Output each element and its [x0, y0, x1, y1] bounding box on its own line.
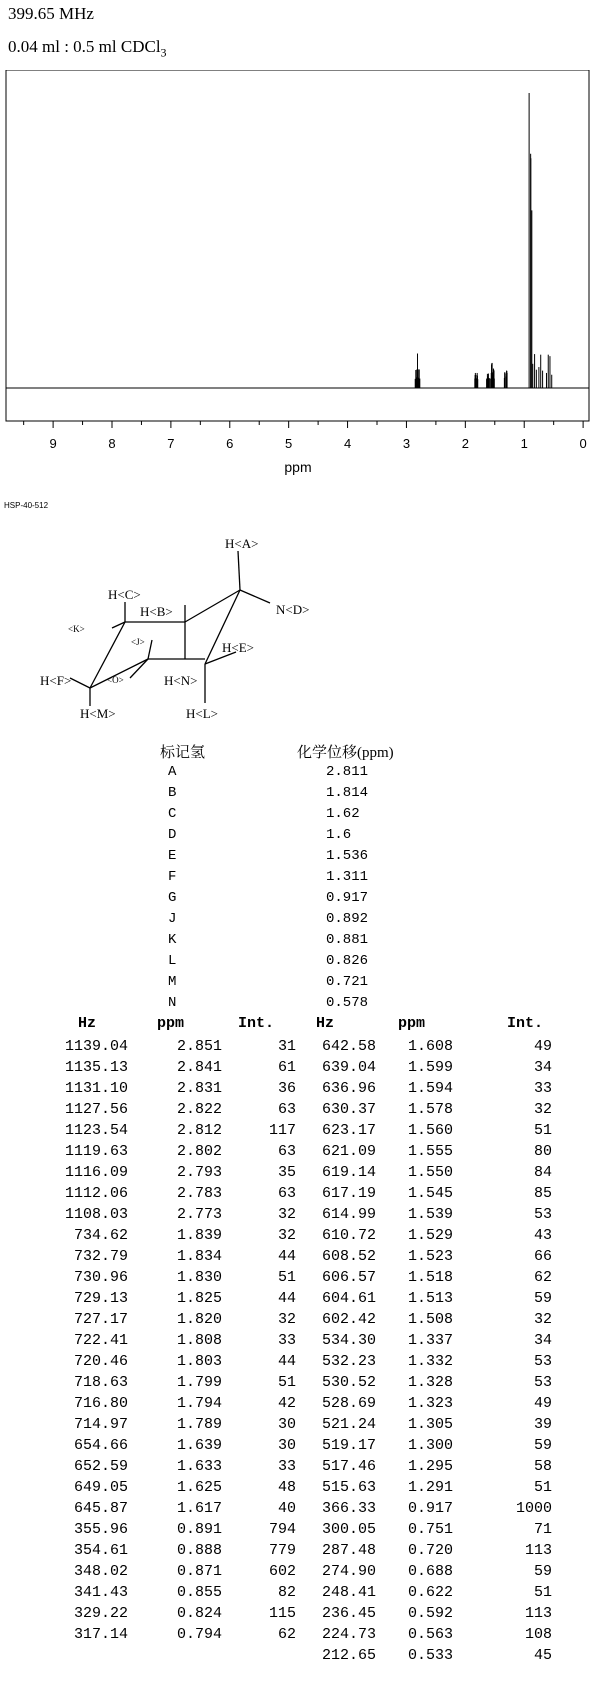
peak-hz-cell: 300.05 — [321, 1521, 376, 1538]
peak-int-cell: 62 — [277, 1626, 296, 1643]
peak-int-cell: 59 — [533, 1563, 552, 1580]
peak-hz-cell: 729.13 — [73, 1290, 128, 1307]
table-row — [0, 1479, 595, 1500]
peak-int-cell: 82 — [277, 1584, 296, 1601]
peak-ppm-cell: 2.841 — [176, 1059, 222, 1076]
peak-int-cell: 62 — [533, 1269, 552, 1286]
assign-header-shift: 化学位移(ppm) — [297, 745, 394, 761]
peak-ppm-cell: 1.332 — [407, 1353, 453, 1370]
assign-row — [0, 932, 595, 953]
peak-header-hz-1: Hz — [78, 1015, 97, 1032]
peak-ppm-cell: 1.560 — [407, 1122, 453, 1139]
assign-label: K — [168, 932, 177, 948]
table-row — [0, 1353, 595, 1374]
peak-int-cell: 33 — [277, 1332, 296, 1349]
peak-int-cell: 66 — [533, 1248, 552, 1265]
peak-hz-cell: 348.02 — [73, 1563, 128, 1580]
table-row — [0, 1185, 595, 1206]
peak-ppm-cell: 0.688 — [407, 1563, 453, 1580]
peak-hz-cell: 1112.06 — [64, 1185, 128, 1202]
peak-hz-cell: 619.14 — [321, 1164, 376, 1181]
peak-int-cell: 71 — [533, 1521, 552, 1538]
table-row — [0, 1437, 595, 1458]
atom-label-nd: N<D> — [276, 602, 310, 617]
peak-hz-cell: 617.19 — [321, 1185, 376, 1202]
peak-ppm-cell: 0.751 — [407, 1521, 453, 1538]
peak-hz-cell: 610.72 — [321, 1227, 376, 1244]
peak-int-cell: 51 — [277, 1374, 296, 1391]
peak-ppm-cell: 1.529 — [407, 1227, 453, 1244]
peak-header-ppm-1: ppm — [157, 1015, 185, 1032]
assign-row — [0, 848, 595, 869]
peak-int-cell: 113 — [524, 1542, 552, 1559]
table-row — [0, 1332, 595, 1353]
peak-int-cell: 51 — [533, 1479, 552, 1496]
assign-label: J — [168, 911, 177, 927]
atom-label-hl: H<L> — [186, 706, 218, 721]
peak-hz-cell: 1131.10 — [64, 1080, 128, 1097]
peak-hz-cell: 224.73 — [321, 1626, 376, 1643]
atom-label-hc: H<C> — [108, 587, 141, 602]
peak-hz-cell: 248.41 — [321, 1584, 376, 1601]
x-axis-label: ppm — [284, 459, 312, 475]
peak-int-cell: 31 — [277, 1038, 296, 1055]
peak-header-ppm-2: ppm — [398, 1015, 426, 1032]
x-tick-label: 5 — [285, 436, 293, 451]
peak-ppm-cell: 1.803 — [176, 1353, 222, 1370]
peak-int-cell: 58 — [533, 1458, 552, 1475]
assign-shift: 1.536 — [326, 848, 369, 864]
sample-id: HSP-40-512 — [4, 501, 49, 510]
table-row — [0, 1290, 595, 1311]
peak-ppm-cell: 1.808 — [176, 1332, 222, 1349]
assign-label: D — [168, 827, 177, 843]
peak-ppm-cell: 1.305 — [407, 1416, 453, 1433]
table-row — [0, 1626, 595, 1647]
peak-int-cell: 113 — [524, 1605, 552, 1622]
x-tick-label: 6 — [226, 436, 234, 451]
peak-header-int-1: Int. — [238, 1015, 275, 1032]
peak-ppm-cell: 2.812 — [176, 1122, 222, 1139]
peak-hz-cell: 1139.04 — [64, 1038, 128, 1055]
table-row — [0, 1080, 595, 1101]
peak-int-cell: 49 — [533, 1395, 552, 1412]
peak-int-cell: 44 — [277, 1248, 296, 1265]
assign-row — [0, 995, 595, 1016]
peak-hz-cell: 602.42 — [321, 1311, 376, 1328]
table-row — [0, 1584, 595, 1605]
peak-ppm-cell: 1.555 — [407, 1143, 453, 1160]
table-row — [0, 1500, 595, 1521]
peak-hz-cell: 623.17 — [321, 1122, 376, 1139]
x-tick-label: 4 — [343, 436, 352, 451]
peak-hz-cell: 649.05 — [73, 1479, 128, 1496]
peak-ppm-cell: 1.594 — [407, 1080, 453, 1097]
peak-hz-cell: 354.61 — [73, 1542, 128, 1559]
peak-ppm-cell: 2.831 — [176, 1080, 222, 1097]
peak-int-cell: 51 — [533, 1584, 552, 1601]
solvent-text: 0.04 ml : 0.5 ml CDCl — [8, 37, 161, 56]
assign-shift: 0.578 — [326, 995, 369, 1011]
assign-row — [0, 974, 595, 995]
spectrometer-frequency: 399.65 MHz — [8, 4, 94, 23]
peak-hz-cell: 532.23 — [321, 1353, 376, 1370]
table-row — [0, 1605, 595, 1626]
peak-int-cell: 63 — [277, 1101, 296, 1118]
peak-ppm-cell: 1.617 — [176, 1500, 222, 1517]
peak-int-cell: 32 — [277, 1206, 296, 1223]
peak-hz-cell: 519.17 — [321, 1437, 376, 1454]
peak-hz-cell: 732.79 — [73, 1248, 128, 1265]
table-row — [0, 1059, 595, 1080]
x-tick-label: 2 — [461, 436, 469, 451]
peak-hz-cell: 530.52 — [321, 1374, 376, 1391]
peak-ppm-cell: 1.295 — [407, 1458, 453, 1475]
peak-ppm-cell: 1.508 — [407, 1311, 453, 1328]
assign-row — [0, 890, 595, 911]
peak-ppm-cell: 1.834 — [176, 1248, 222, 1265]
peak-ppm-cell: 1.513 — [407, 1290, 453, 1307]
peak-int-cell: 44 — [277, 1290, 296, 1307]
assign-shift: 1.311 — [326, 869, 369, 885]
assign-row — [0, 953, 595, 974]
assign-row — [0, 806, 595, 827]
peak-hz-cell: 1108.03 — [64, 1206, 128, 1223]
atom-label-k: <K> — [68, 624, 85, 634]
peak-int-cell: 45 — [533, 1647, 552, 1664]
peak-ppm-cell: 1.794 — [176, 1395, 222, 1412]
peak-hz-cell: 727.17 — [73, 1311, 128, 1328]
atom-label-hm: H<M> — [80, 706, 116, 721]
peak-ppm-cell: 1.799 — [176, 1374, 222, 1391]
atom-label-j: <J> — [131, 637, 145, 647]
peak-int-cell: 32 — [533, 1101, 552, 1118]
peak-int-cell: 30 — [277, 1416, 296, 1433]
peak-hz-cell: 614.99 — [321, 1206, 376, 1223]
peak-int-cell: 63 — [277, 1143, 296, 1160]
peak-ppm-cell: 2.851 — [176, 1038, 222, 1055]
atom-label-o: <O> — [107, 675, 124, 685]
peak-ppm-cell: 1.328 — [407, 1374, 453, 1391]
peak-hz-cell: 639.04 — [321, 1059, 376, 1076]
peak-ppm-cell: 1.550 — [407, 1164, 453, 1181]
assign-label: F — [168, 869, 177, 885]
peak-hz-cell: 720.46 — [73, 1353, 128, 1370]
assign-label: E — [168, 848, 177, 864]
table-row — [0, 1206, 595, 1227]
peak-ppm-cell: 1.825 — [176, 1290, 222, 1307]
solvent-subscript: 3 — [160, 45, 167, 60]
peak-ppm-cell: 2.773 — [176, 1206, 222, 1223]
assign-shift: 2.811 — [326, 764, 369, 780]
peak-hz-cell: 606.57 — [321, 1269, 376, 1286]
peak-int-cell: 35 — [277, 1164, 296, 1181]
peak-ppm-cell: 1.300 — [407, 1437, 453, 1454]
peak-ppm-cell: 0.824 — [176, 1605, 222, 1622]
peak-hz-cell: 236.45 — [321, 1605, 376, 1622]
plot-frame — [6, 70, 589, 421]
peak-header-hz-2: Hz — [316, 1015, 335, 1032]
peak-ppm-cell: 0.871 — [176, 1563, 222, 1580]
peak-hz-cell: 608.52 — [321, 1248, 376, 1265]
peak-int-cell: 51 — [533, 1122, 552, 1139]
peak-int-cell: 42 — [277, 1395, 296, 1412]
assign-header-label: 标记氢 — [160, 745, 206, 761]
peak-ppm-cell: 0.794 — [176, 1626, 222, 1643]
peak-ppm-cell: 0.533 — [407, 1647, 453, 1664]
peak-int-cell: 36 — [277, 1080, 296, 1097]
peak-hz-cell: 317.14 — [73, 1626, 128, 1643]
table-row — [0, 1542, 595, 1563]
peak-hz-cell: 714.97 — [73, 1416, 128, 1433]
peak-int-cell: 59 — [533, 1290, 552, 1307]
peak-hz-cell: 604.61 — [321, 1290, 376, 1307]
peak-hz-cell: 716.80 — [73, 1395, 128, 1412]
peak-ppm-cell: 0.622 — [407, 1584, 453, 1601]
peak-hz-cell: 718.63 — [73, 1374, 128, 1391]
peak-ppm-cell: 1.323 — [407, 1395, 453, 1412]
x-tick-label: 8 — [108, 436, 116, 451]
peak-ppm-cell: 2.793 — [176, 1164, 222, 1181]
table-row — [0, 1038, 595, 1059]
atom-label-hn: H<N> — [164, 673, 198, 688]
peak-ppm-cell: 0.592 — [407, 1605, 453, 1622]
peak-int-cell: 49 — [533, 1038, 552, 1055]
assign-label: C — [168, 806, 177, 822]
assign-label: B — [168, 785, 177, 801]
sample-solvent — [8, 37, 167, 60]
x-tick-label: 7 — [167, 436, 175, 451]
peak-hz-cell: 329.22 — [73, 1605, 128, 1622]
assign-row — [0, 785, 595, 806]
peak-hz-cell: 645.87 — [73, 1500, 128, 1517]
assign-shift: 1.62 — [326, 806, 360, 822]
peak-int-cell: 794 — [268, 1521, 296, 1538]
peak-hz-cell: 722.41 — [73, 1332, 128, 1349]
peak-hz-cell: 654.66 — [73, 1437, 128, 1454]
table-row — [0, 1227, 595, 1248]
peak-ppm-cell: 0.891 — [176, 1521, 222, 1538]
table-row — [0, 1122, 595, 1143]
x-tick-label: 3 — [402, 436, 411, 451]
table-row — [0, 1164, 595, 1185]
peak-int-cell: 59 — [533, 1437, 552, 1454]
assign-shift: 0.826 — [326, 953, 369, 969]
nmr-spectrum-chart — [0, 70, 595, 510]
peak-hz-cell: 630.37 — [321, 1101, 376, 1118]
table-row — [0, 1143, 595, 1164]
peak-int-cell: 32 — [277, 1311, 296, 1328]
peak-hz-cell: 534.30 — [321, 1332, 376, 1349]
atom-label-ha: H<A> — [225, 536, 259, 551]
assign-label: N — [168, 995, 177, 1011]
peak-hz-cell: 517.46 — [321, 1458, 376, 1475]
x-tick-label: 0 — [579, 436, 587, 451]
peak-hz-cell: 212.65 — [321, 1647, 376, 1664]
peak-int-cell: 33 — [533, 1080, 552, 1097]
table-row — [0, 1374, 595, 1395]
peak-int-cell: 84 — [533, 1164, 552, 1181]
peak-hz-cell: 1123.54 — [64, 1122, 128, 1139]
peak-ppm-cell: 2.783 — [176, 1185, 222, 1202]
assign-label: A — [168, 764, 177, 780]
assign-label: G — [168, 890, 177, 906]
assign-shift: 0.721 — [326, 974, 369, 990]
peak-hz-cell: 287.48 — [321, 1542, 376, 1559]
peak-int-cell: 53 — [533, 1206, 552, 1223]
peak-int-cell: 80 — [533, 1143, 552, 1160]
atom-label-he: H<E> — [222, 640, 254, 655]
peak-int-cell: 85 — [533, 1185, 552, 1202]
peak-ppm-cell: 1.545 — [407, 1185, 453, 1202]
peak-hz-cell: 366.33 — [321, 1500, 376, 1517]
peak-int-cell: 53 — [533, 1374, 552, 1391]
peak-ppm-cell: 1.539 — [407, 1206, 453, 1223]
peak-int-cell: 602 — [268, 1563, 296, 1580]
table-row — [0, 1311, 595, 1332]
assign-shift: 0.892 — [326, 911, 369, 927]
peak-int-cell: 63 — [277, 1185, 296, 1202]
table-row — [0, 1647, 595, 1668]
peak-ppm-cell: 1.337 — [407, 1332, 453, 1349]
peak-hz-cell: 734.62 — [73, 1227, 128, 1244]
peak-ppm-cell: 1.608 — [407, 1038, 453, 1055]
assign-row — [0, 827, 595, 848]
molecule-structure — [30, 518, 330, 723]
peak-ppm-cell: 0.855 — [176, 1584, 222, 1601]
peak-ppm-cell: 1.633 — [176, 1458, 222, 1475]
table-row — [0, 1416, 595, 1437]
peak-hz-cell: 528.69 — [321, 1395, 376, 1412]
peak-hz-cell: 642.58 — [321, 1038, 376, 1055]
assign-label: L — [168, 953, 177, 969]
table-row — [0, 1563, 595, 1584]
peak-hz-cell: 515.63 — [321, 1479, 376, 1496]
assign-shift: 0.917 — [326, 890, 369, 906]
assign-row — [0, 764, 595, 785]
peak-int-cell: 39 — [533, 1416, 552, 1433]
peak-header-int-2: Int. — [507, 1015, 544, 1032]
peak-hz-cell: 1127.56 — [64, 1101, 128, 1118]
peak-ppm-cell: 1.291 — [407, 1479, 453, 1496]
peak-int-cell: 34 — [533, 1059, 552, 1076]
peak-hz-cell: 355.96 — [73, 1521, 128, 1538]
peak-int-cell: 779 — [268, 1542, 296, 1559]
peak-ppm-cell: 1.639 — [176, 1437, 222, 1454]
peak-ppm-cell: 1.518 — [407, 1269, 453, 1286]
peak-hz-cell: 1116.09 — [64, 1164, 128, 1181]
table-row — [0, 1395, 595, 1416]
atom-label-hf: H<F> — [40, 673, 72, 688]
peak-int-cell: 32 — [533, 1311, 552, 1328]
peak-int-cell: 32 — [277, 1227, 296, 1244]
assign-row — [0, 911, 595, 932]
peak-int-cell: 53 — [533, 1353, 552, 1370]
peak-int-cell: 115 — [268, 1605, 296, 1622]
peak-ppm-cell: 1.789 — [176, 1416, 222, 1433]
x-tick-label: 1 — [520, 436, 528, 451]
table-row — [0, 1458, 595, 1479]
assign-shift: 1.6 — [326, 827, 352, 843]
peak-hz-cell: 730.96 — [73, 1269, 128, 1286]
peak-int-cell: 51 — [277, 1269, 296, 1286]
peak-int-cell: 44 — [277, 1353, 296, 1370]
peak-ppm-cell: 0.563 — [407, 1626, 453, 1643]
table-row — [0, 1101, 595, 1122]
peak-ppm-cell: 1.523 — [407, 1248, 453, 1265]
peak-ppm-cell: 1.625 — [176, 1479, 222, 1496]
peak-ppm-cell: 1.578 — [407, 1101, 453, 1118]
peak-hz-cell: 621.09 — [321, 1143, 376, 1160]
peak-int-cell: 30 — [277, 1437, 296, 1454]
assign-row — [0, 869, 595, 890]
peak-int-cell: 1000 — [515, 1500, 552, 1517]
table-row — [0, 1269, 595, 1290]
atom-label-hb: H<B> — [140, 604, 173, 619]
peak-hz-cell: 521.24 — [321, 1416, 376, 1433]
peak-int-cell: 33 — [277, 1458, 296, 1475]
assign-shift: 1.814 — [326, 785, 369, 801]
table-row — [0, 1248, 595, 1269]
table-row — [0, 1521, 595, 1542]
peak-ppm-cell: 0.917 — [407, 1500, 453, 1517]
peak-ppm-cell: 1.830 — [176, 1269, 222, 1286]
peak-hz-cell: 1135.13 — [64, 1059, 128, 1076]
peak-ppm-cell: 0.888 — [176, 1542, 222, 1559]
assign-label: M — [168, 974, 177, 990]
x-tick-label: 9 — [49, 436, 57, 451]
peak-hz-cell: 274.90 — [321, 1563, 376, 1580]
peak-int-cell: 40 — [277, 1500, 296, 1517]
peak-hz-cell: 652.59 — [73, 1458, 128, 1475]
peak-int-cell: 48 — [277, 1479, 296, 1496]
peak-ppm-cell: 0.720 — [407, 1542, 453, 1559]
peak-hz-cell: 1119.63 — [64, 1143, 128, 1160]
peak-int-cell: 61 — [277, 1059, 296, 1076]
peak-ppm-cell: 1.839 — [176, 1227, 222, 1244]
peak-int-cell: 34 — [533, 1332, 552, 1349]
peak-ppm-cell: 1.820 — [176, 1311, 222, 1328]
peak-ppm-cell: 2.822 — [176, 1101, 222, 1118]
peak-ppm-cell: 1.599 — [407, 1059, 453, 1076]
peak-hz-cell: 341.43 — [73, 1584, 128, 1601]
peak-int-cell: 43 — [533, 1227, 552, 1244]
peak-int-cell: 117 — [268, 1122, 296, 1139]
assign-shift: 0.881 — [326, 932, 369, 948]
peak-ppm-cell: 2.802 — [176, 1143, 222, 1160]
peak-hz-cell: 636.96 — [321, 1080, 376, 1097]
peak-int-cell: 108 — [524, 1626, 552, 1643]
